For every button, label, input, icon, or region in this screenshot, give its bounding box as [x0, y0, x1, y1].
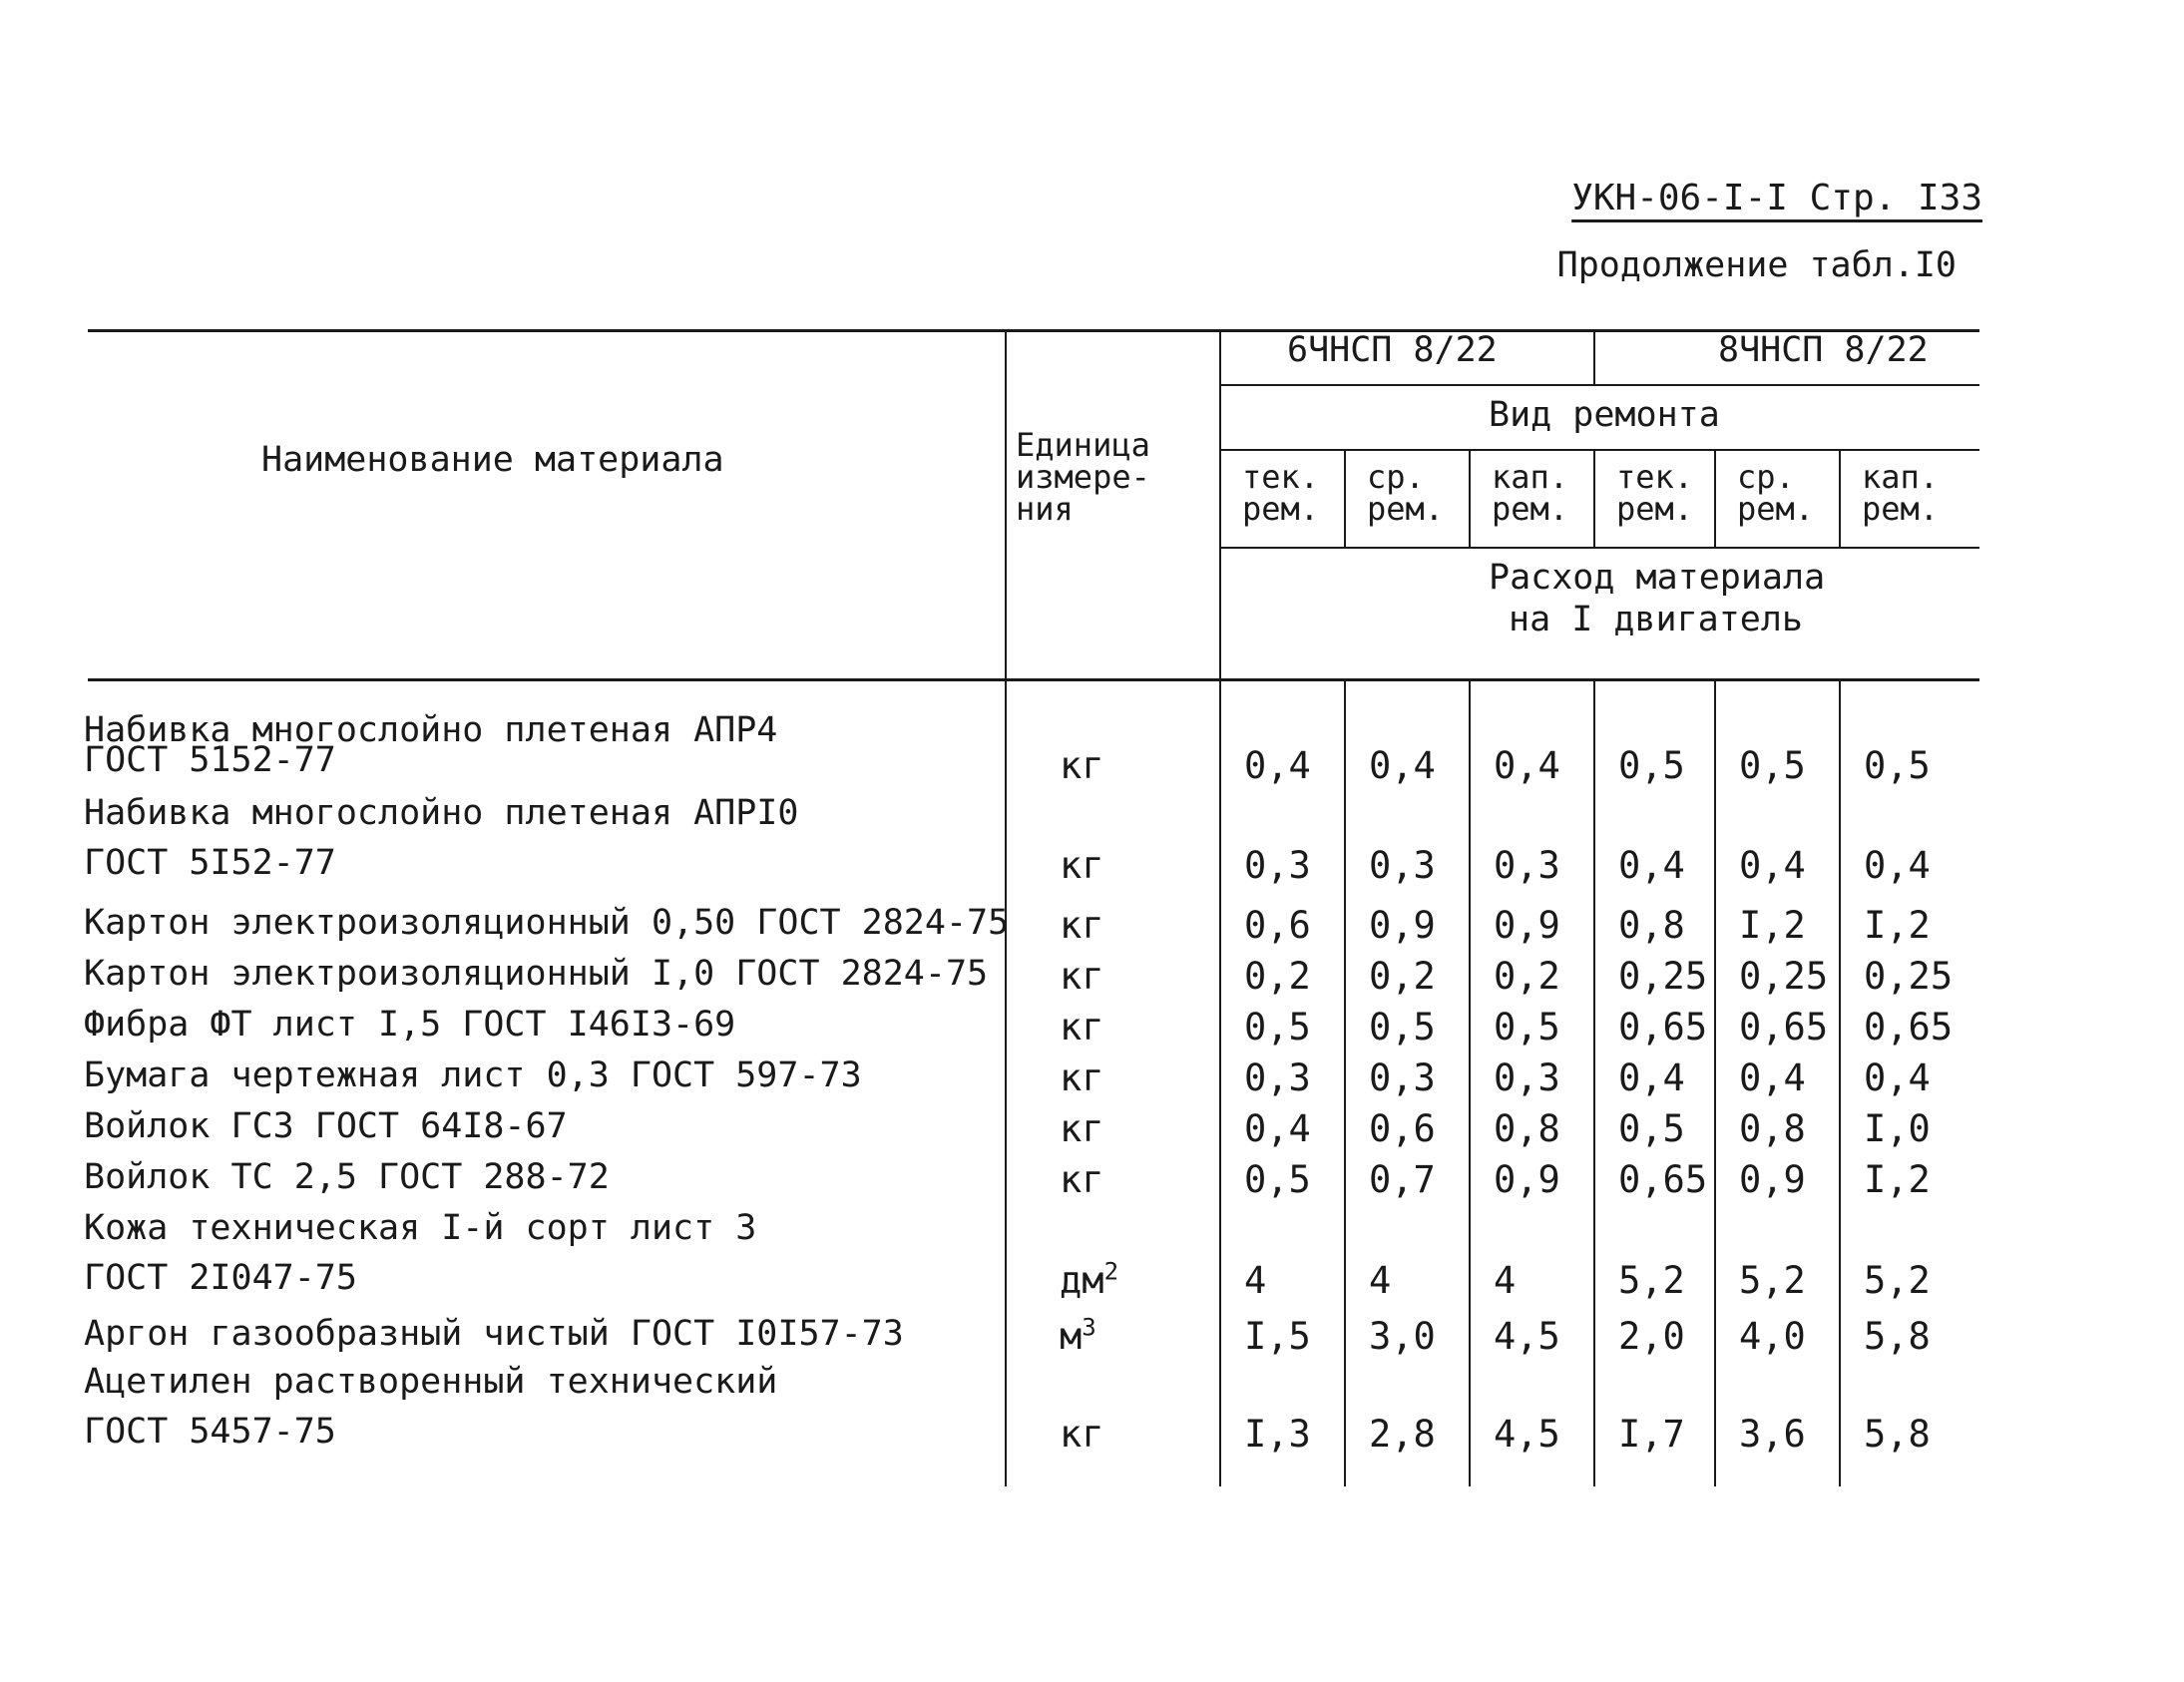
- value-cell: 0,4: [1244, 1107, 1311, 1150]
- unit-cell: [1060, 1413, 1104, 1456]
- value-cell: 5,2: [1618, 1259, 1685, 1302]
- unit-text: кг: [1060, 1107, 1104, 1150]
- material-name: Картон электроизоляционный I,0 ГОСТ 2824-75: [84, 954, 989, 994]
- material-standard: ГОСТ 5457-75: [84, 1412, 336, 1452]
- unit-text: кг: [1060, 744, 1104, 787]
- value-cell: 0,9: [1494, 1158, 1560, 1201]
- value-cell: 0,65: [1618, 1006, 1708, 1049]
- unit-cell: [1060, 904, 1104, 947]
- value-cell: 4: [1369, 1259, 1392, 1302]
- value-cell: 0,65: [1739, 1006, 1829, 1049]
- consumption-header-line1: Расход материала: [1489, 558, 1826, 598]
- value-cell: I,0: [1864, 1107, 1931, 1150]
- unit-text: кг: [1060, 1413, 1104, 1456]
- body-col-divider-1: [1344, 678, 1346, 1486]
- table-continuation-label: Продолжение табл.I0: [1556, 245, 1957, 285]
- unit-values-divider: [1219, 329, 1221, 1486]
- material-name: Бумага чертежная лист 0,3 ГОСТ 597-73: [84, 1055, 862, 1095]
- repair-col-header: кап. рем.: [1862, 458, 1940, 528]
- value-cell: 4,0: [1739, 1315, 1806, 1358]
- repair-cols-rule: [1219, 547, 1979, 549]
- value-cell: 0,5: [1739, 744, 1806, 787]
- repair-col-header: ср. рем.: [1367, 458, 1445, 528]
- material-name: Войлок ГСЗ ГОСТ 64I8-67: [84, 1106, 568, 1146]
- value-cell: I,2: [1864, 1158, 1931, 1201]
- unit-cell: [1060, 1107, 1104, 1150]
- value-cell: 0,5: [1369, 1006, 1436, 1049]
- unit-text: дм: [1060, 1259, 1104, 1302]
- value-cell: 5,2: [1739, 1259, 1806, 1302]
- value-cell: 0,6: [1369, 1107, 1436, 1150]
- unit-text: кг: [1060, 1158, 1104, 1201]
- value-cell: 0,4: [1244, 744, 1311, 787]
- value-cell: 0,4: [1494, 744, 1560, 787]
- value-cell: 0,8: [1739, 1107, 1806, 1150]
- value-cell: 2,8: [1369, 1413, 1436, 1456]
- value-cell: 5,2: [1864, 1259, 1931, 1302]
- header-bottom-rule: [88, 678, 1979, 681]
- value-cell: 0,4: [1618, 844, 1685, 887]
- value-cell: 0,8: [1618, 904, 1685, 947]
- value-cell: 0,25: [1864, 955, 1954, 998]
- unit-text: м: [1060, 1315, 1083, 1358]
- material-name: Войлок ТС 2,5 ГОСТ 288-72: [84, 1157, 610, 1197]
- value-cell: 0,5: [1244, 1158, 1311, 1201]
- value-cell: 0,4: [1618, 1056, 1685, 1099]
- name-column-header: Наименование материала: [261, 440, 724, 480]
- body-col-divider-5: [1839, 678, 1841, 1486]
- repair-type-rule: [1219, 449, 1979, 451]
- value-cell: 0,5: [1618, 1107, 1685, 1150]
- material-standard: ГОСТ 5I52-77: [84, 843, 336, 883]
- unit-text: кг: [1060, 904, 1104, 947]
- consumption-header-line2: на I двигатель: [1509, 600, 1804, 639]
- value-cell: 0,3: [1494, 844, 1560, 887]
- material-name: Фибра ФТ лист I,5 ГОСТ I46I3-69: [84, 1005, 736, 1045]
- value-cell: 0,9: [1739, 1158, 1806, 1201]
- engine-1-header: 6ЧНСП 8/22: [1287, 330, 1498, 370]
- material-standard: ГОСТ 2I047-75: [84, 1258, 357, 1298]
- unit-column-header: Единица измере- ния: [1016, 426, 1150, 528]
- value-cell: 0,5: [1618, 744, 1685, 787]
- unit-exponent: 3: [1082, 1313, 1096, 1342]
- value-cell: 0,2: [1244, 955, 1311, 998]
- unit-cell: [1060, 844, 1104, 887]
- unit-text: кг: [1060, 1006, 1104, 1049]
- material-name: Аргон газообразный чистый ГОСТ I0I57-73: [84, 1314, 904, 1354]
- unit-cell: [1060, 1315, 1096, 1358]
- value-cell: I,3: [1244, 1413, 1311, 1456]
- value-cell: 4,5: [1494, 1413, 1560, 1456]
- unit-cell: [1060, 955, 1104, 998]
- unit-exponent: 2: [1103, 1257, 1119, 1286]
- value-cell: 0,3: [1244, 844, 1311, 887]
- value-cell: 0,65: [1864, 1006, 1954, 1049]
- value-cell: 0,8: [1494, 1107, 1560, 1150]
- value-cell: 0,3: [1369, 1056, 1436, 1099]
- engine-divider: [1593, 329, 1595, 384]
- value-cell: 5,8: [1864, 1413, 1931, 1456]
- unit-text: кг: [1060, 844, 1104, 887]
- value-cell: 0,4: [1739, 844, 1806, 887]
- unit-cell: [1060, 1259, 1118, 1302]
- value-cell: 0,2: [1369, 955, 1436, 998]
- unit-cell: [1060, 1006, 1104, 1049]
- material-name: Набивка многослойно плетеная АПР4: [84, 710, 778, 750]
- value-cell: 0,3: [1369, 844, 1436, 887]
- value-cell: 0,2: [1494, 955, 1560, 998]
- value-cell: I,2: [1864, 904, 1931, 947]
- value-cell: 4,5: [1494, 1315, 1560, 1358]
- value-cell: 5,8: [1864, 1315, 1931, 1358]
- document-code: УКН-06-I-I Стр. I33: [1571, 178, 1982, 218]
- value-cell: 0,4: [1864, 844, 1931, 887]
- body-col-divider-4: [1714, 678, 1716, 1486]
- material-name: Картон электроизоляционный 0,50 ГОСТ 2824-75: [84, 903, 1010, 943]
- unit-cell: [1060, 744, 1104, 787]
- value-cell: 0,9: [1369, 904, 1436, 947]
- value-cell: I,2: [1739, 904, 1806, 947]
- value-cell: 4: [1494, 1259, 1517, 1302]
- value-cell: 0,6: [1244, 904, 1311, 947]
- value-cell: 3,0: [1369, 1315, 1436, 1358]
- value-cell: 0,4: [1739, 1056, 1806, 1099]
- value-cell: 0,5: [1244, 1006, 1311, 1049]
- table-top-rule: [88, 329, 1979, 332]
- value-cell: 0,3: [1244, 1056, 1311, 1099]
- value-cell: 0,9: [1494, 904, 1560, 947]
- material-name: Кожа техническая I-й сорт лист 3: [84, 1208, 757, 1248]
- value-cell: I,7: [1618, 1413, 1685, 1456]
- value-cell: 0,3: [1494, 1056, 1560, 1099]
- repair-type-header: Вид ремонта: [1489, 395, 1720, 435]
- value-cell: I,5: [1244, 1315, 1311, 1358]
- unit-text: кг: [1060, 1056, 1104, 1099]
- unit-cell: [1060, 1056, 1104, 1099]
- body-col-divider-3: [1593, 678, 1595, 1486]
- value-cell: 4: [1244, 1259, 1267, 1302]
- value-cell: 0,25: [1618, 955, 1708, 998]
- repair-col-header: тек. рем.: [1242, 458, 1320, 528]
- value-cell: 0,4: [1864, 1056, 1931, 1099]
- value-cell: 0,5: [1864, 744, 1931, 787]
- engine-header-rule: [1219, 384, 1979, 386]
- material-name: Ацетилен растворенный технический: [84, 1362, 778, 1402]
- unit-text: кг: [1060, 955, 1104, 998]
- repair-col-header: ср. рем.: [1737, 458, 1815, 528]
- repair-col-header: кап. рем.: [1492, 458, 1569, 528]
- unit-cell: [1060, 1158, 1104, 1201]
- value-cell: 3,6: [1739, 1413, 1806, 1456]
- value-cell: 0,65: [1618, 1158, 1708, 1201]
- material-standard: ГОСТ 5152-77: [84, 740, 336, 780]
- value-cell: 2,0: [1618, 1315, 1685, 1358]
- value-cell: 0,7: [1369, 1158, 1436, 1201]
- material-name: Набивка многослойно плетеная АПРI0: [84, 793, 799, 833]
- engine-2-header: 8ЧНСП 8/22: [1718, 330, 1929, 370]
- value-cell: 0,5: [1494, 1006, 1560, 1049]
- value-cell: 0,25: [1739, 955, 1829, 998]
- value-cell: 0,4: [1369, 744, 1436, 787]
- repair-col-header: тек. рем.: [1616, 458, 1694, 528]
- body-col-divider-2: [1469, 678, 1471, 1486]
